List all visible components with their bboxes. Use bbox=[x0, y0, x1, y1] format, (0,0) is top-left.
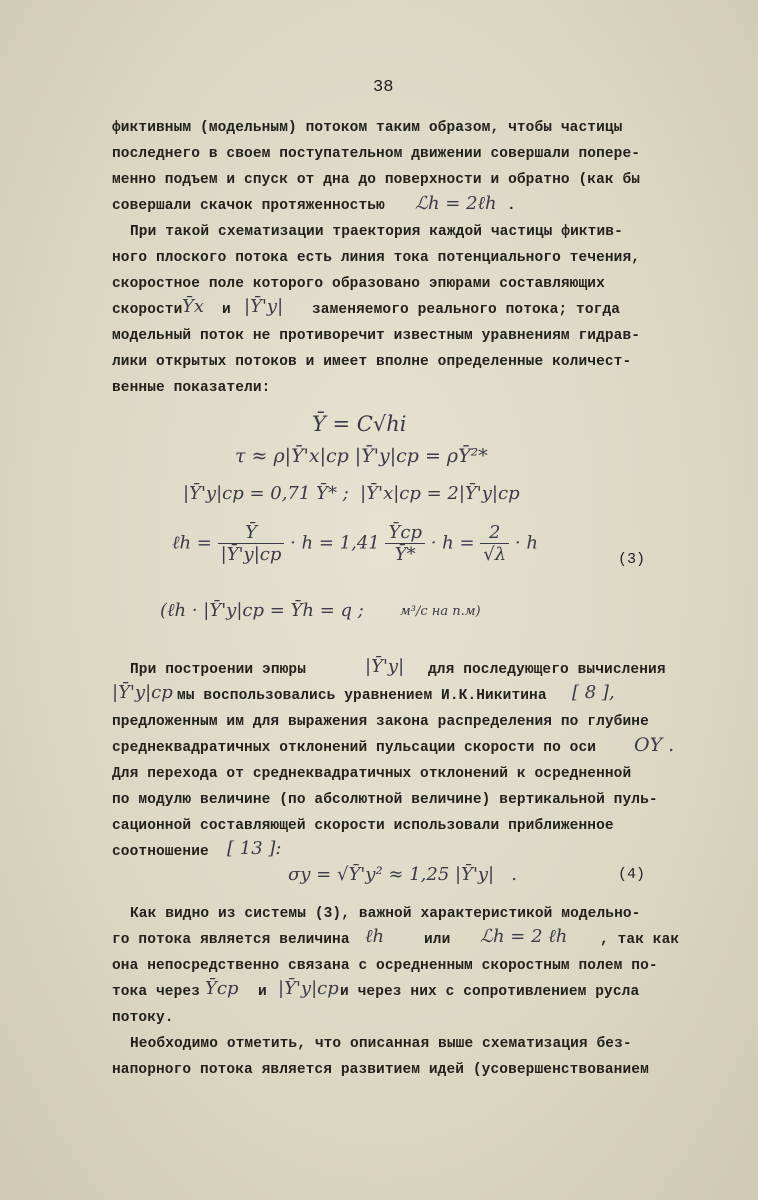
text-line: Как видно из системы (3), важной характеристикой модельно- bbox=[130, 906, 641, 922]
text-line: заменяемого реального потока; тогда bbox=[312, 302, 621, 318]
text-line: мы воспользовались уравнением И.К.Никитина bbox=[177, 688, 547, 704]
text-line: го потока является величина bbox=[112, 932, 350, 948]
text-line: Для перехода от среднеквадратичных отклонений к осредненной bbox=[112, 766, 632, 782]
text-line: предложенным им для выражения закона распределения по глубине bbox=[112, 714, 649, 730]
fraction bbox=[480, 522, 509, 565]
text-line: лики открытых потоков и имеет вполне определенные количест- bbox=[112, 354, 632, 370]
denominator: Ῡ* bbox=[394, 544, 416, 565]
eq4-end: · h bbox=[514, 532, 538, 554]
text-line: менно подъем и спуск от дна до поверхности и обратно (как бы bbox=[112, 172, 641, 188]
text-line: и bbox=[222, 302, 231, 318]
equation-length bbox=[172, 522, 538, 565]
text-line: среднеквадратичных отклонений пульсации скорости по оси bbox=[112, 740, 597, 756]
text-line: скорости bbox=[112, 302, 183, 318]
equation-number-4: (4) bbox=[618, 866, 646, 883]
math-axis-oy: OY . bbox=[634, 734, 675, 756]
equation-shear: τ ≈ ρ|Ῡ'x|cp |Ῡ'y|cp = ρῩ²* bbox=[235, 445, 488, 467]
eq4-mid: · h = 1,41 bbox=[290, 532, 380, 554]
text-line: скоростное поле которого образовано эпюрами составляющих bbox=[112, 276, 605, 292]
eq4-lhs: ℓh = bbox=[172, 532, 212, 554]
text-line: она непосредственно связана с осредненным скоростным полем по- bbox=[112, 958, 658, 974]
numerator: 2 bbox=[480, 522, 509, 544]
math-uy: |Ῡ'y| bbox=[244, 296, 284, 317]
eq4-mid2: · h = bbox=[430, 532, 475, 554]
equation-discharge: (ℓh · |Ῡ'y|cp = Ῡh = q ; bbox=[160, 600, 364, 621]
text-line: совершали скачок протяженностью bbox=[112, 198, 385, 214]
text-line: напорного потока является развитием идей (усовершенствованием bbox=[112, 1062, 649, 1078]
text-line: , так как bbox=[600, 932, 680, 948]
text-line: . bbox=[507, 198, 516, 214]
math-ucp: Ῡcp bbox=[205, 978, 239, 999]
math-uycp: |Ῡ'y|cp bbox=[278, 978, 339, 999]
text-line: При такой схематизации траектория каждой частицы фиктив- bbox=[130, 224, 623, 240]
text-line: для последующего вычисления bbox=[428, 662, 666, 678]
text-line: фиктивным (модельным) потоком таким образом, чтобы частицы bbox=[112, 120, 623, 136]
denominator: √λ bbox=[483, 544, 507, 565]
numerator: Ῡ bbox=[218, 522, 285, 544]
math-Lh: ℒh = 2 ℓh bbox=[480, 926, 568, 947]
text-line: потоку. bbox=[112, 1010, 174, 1026]
text-line: модельный поток не противоречит известным уравнениям гидрав- bbox=[112, 328, 641, 344]
equation-number-3: (3) bbox=[618, 551, 646, 568]
text-line: соотношение bbox=[112, 844, 209, 860]
equation-discharge-unit: м³/с на п.м) bbox=[400, 604, 481, 619]
denominator: |Ῡ'y|cp bbox=[220, 544, 282, 565]
page-number: 38 bbox=[373, 78, 394, 97]
equation-velocity: Ῡ = C√hi bbox=[312, 412, 407, 436]
numerator: Ῡcp bbox=[385, 522, 425, 544]
text-line: венные показатели: bbox=[112, 380, 271, 396]
ref-13: [ 13 ]: bbox=[227, 838, 282, 859]
text-line: Необходимо отметить, что описанная выше схематизация без- bbox=[130, 1036, 632, 1052]
text-line: последнего в своем поступательном движении совершали попере- bbox=[112, 146, 641, 162]
text-line: сационной составляющей скорости использовали приближенное bbox=[112, 818, 614, 834]
text-line: При построении эпюры bbox=[130, 662, 307, 678]
text-line: тока через bbox=[112, 984, 201, 1000]
math-uy: |Ῡ'y| bbox=[365, 656, 405, 677]
math-ux: Ῡx bbox=[182, 296, 205, 317]
math-jump-length: ℒh = 2ℓh bbox=[415, 193, 497, 214]
text-line: или bbox=[424, 932, 451, 948]
text-line: и bbox=[258, 984, 267, 1000]
text-line: по модулю величине (по абсолютной величине) вертикальной пуль- bbox=[112, 792, 658, 808]
ref-8: [ 8 ], bbox=[572, 682, 615, 703]
equation-pulsation: |Ῡ'y|cp = 0,71 Ῡ* ; |Ῡ'x|cp = 2|Ῡ'y|cp bbox=[183, 483, 520, 504]
text-line: ного плоского потока есть линия тока потенциального течения, bbox=[112, 250, 641, 266]
math-lh: ℓh bbox=[365, 926, 385, 947]
fraction bbox=[385, 522, 425, 565]
text-line: и через них с сопротивлением русла bbox=[340, 984, 640, 1000]
equation-sigma: σy = √Ῡ'y² ≈ 1,25 |Ῡ'y| . bbox=[288, 864, 518, 885]
fraction bbox=[218, 522, 285, 565]
math-uy-cp: |Ῡ'y|cp bbox=[112, 682, 173, 703]
